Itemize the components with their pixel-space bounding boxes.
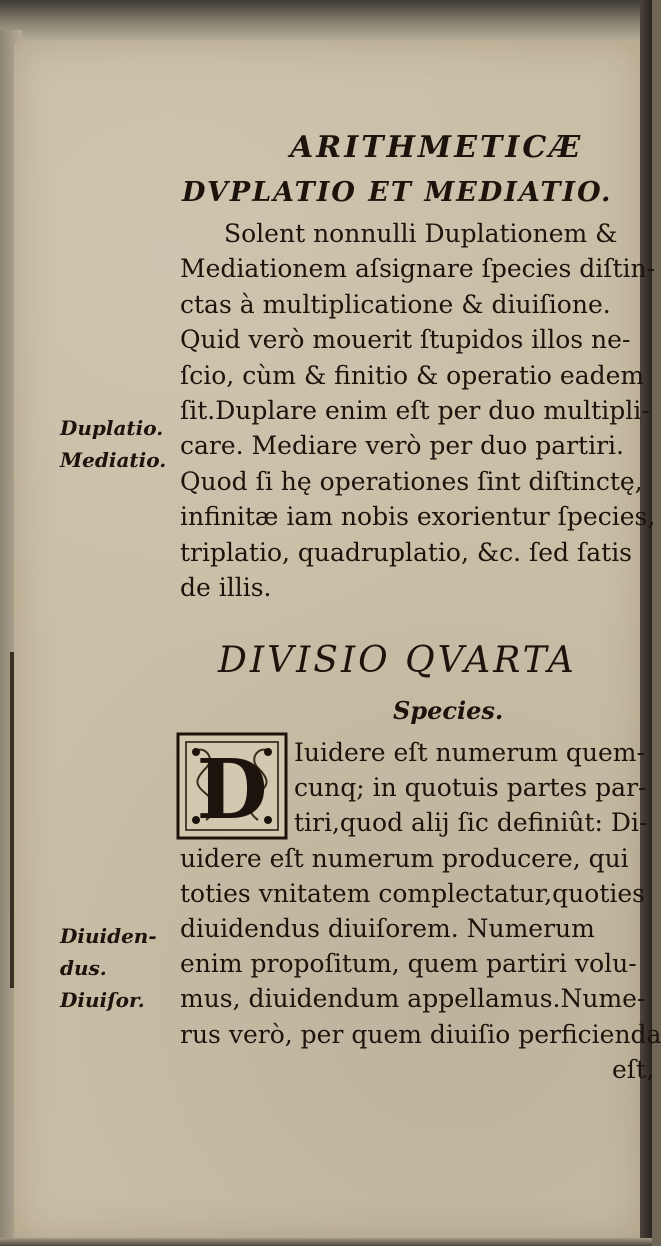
text-line: Iuidere eſt numerum quem- [294,738,645,767]
section-title-divisio: DIVISIO QVARTA [218,640,577,681]
running-header: ARITHMETICÆ [290,130,584,165]
margin-note-mediatio: Mediatio. [60,448,167,472]
text-line: rus verò, per quem diuiſio perficienda [180,1019,661,1049]
binding-ribbon [10,652,14,988]
text-line: infinitæ iam nobis exorientur ſpecies, [180,502,656,532]
text-line: ctas à multiplicatione & diuiſione. [180,289,611,319]
page-top-shadow [0,0,652,44]
text-line: enim propoſitum, quem partiri volu- [180,949,637,979]
text-line: care. Mediare verò per duo partiri. [180,431,624,461]
section-subtitle-species: Species. [393,696,504,725]
text-line: Quid verò mouerit ſtupidos illos ne- [180,325,631,355]
section-title-duplatio: DVPLATIO ET MEDIATIO. [182,177,613,208]
text-line: triplatio, quadruplatio, &c. ſed ſatis [180,537,633,567]
text-line: mus, diuidendum appellamus.Nume- [180,984,646,1014]
text-line: toties vnitatem complectatur,quoties [180,878,646,908]
text-line: diuidendus diuiſorem. Numerum [180,914,595,944]
text-line: cunq; in quotuis partes par- [294,773,647,803]
text-line: ſit.Duplare enim eſt per duo multipli- [180,396,650,426]
margin-note-diuidendus: Diuiden- [60,924,157,948]
text-line: eſt, [612,1054,655,1084]
margin-note-duplatio: Duplatio. [60,416,164,440]
text-line: ſcio, cùm & finitio & operatio eadem [180,360,645,390]
text-line: Mediationem aſsignare ſpecies diſtin- [180,254,656,284]
page-bottom-edge [0,1238,652,1246]
margin-note-diuisor: Diuiſor. [60,988,145,1012]
section-body-divisio [180,735,661,1087]
text-line: de illis. [180,573,272,603]
text-line: Quod ſi hę operationes ſint diſtinctę, [180,466,643,496]
section-body-duplatio [180,216,656,605]
text-line: tiri,quod alij ſic definiût: Di- [294,808,648,838]
drop-cap-letter: D [196,742,268,838]
margin-note-diuidendus-cont: dus. [60,956,107,980]
text-line: uidere eſt numerum producere, qui [180,843,629,873]
text-line: Solent nonnulli Duplationem & [224,219,618,248]
